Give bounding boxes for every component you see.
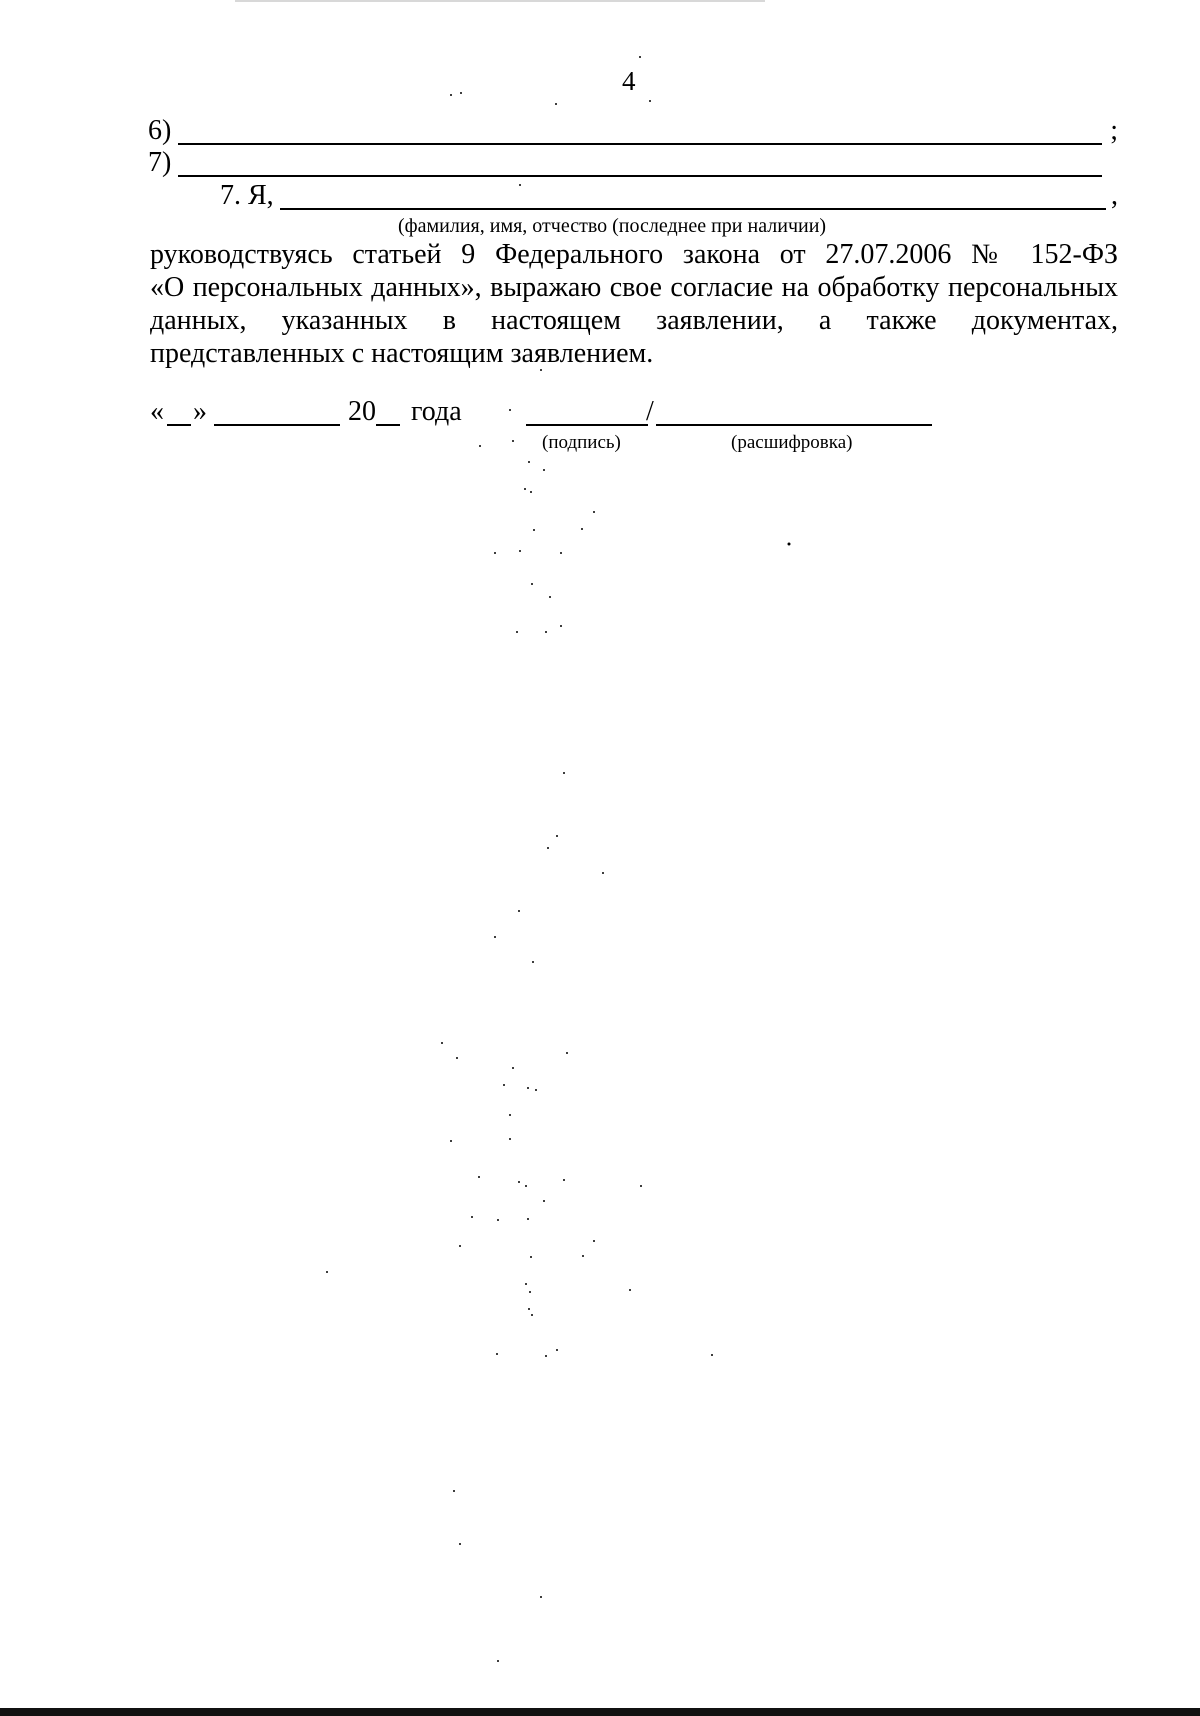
consent-name-row — [220, 181, 1118, 211]
paragraph-line: данных, указанных в настоящем заявлении, а также документах, — [150, 305, 1118, 336]
decoding-caption: (расшифровка) — [731, 432, 853, 453]
paragraph-line: представленных с настоящим заявлением. — [150, 338, 654, 369]
signature-caption: (подпись) — [542, 432, 621, 453]
open-quote: « — [150, 396, 164, 427]
consent-end-punctuation: , — [1111, 180, 1118, 211]
close-quote: » — [193, 396, 207, 427]
year-prefix: 20 — [348, 396, 376, 427]
consent-label: 7. Я, — [220, 180, 274, 211]
item-number: 7) — [148, 147, 172, 178]
signature-fill-line[interactable] — [526, 424, 648, 426]
consent-paragraph — [150, 238, 1118, 370]
paragraph-line: руководствуясь статьей 9 Федерального закона от 27.07.2006 № 152-ФЗ — [150, 239, 1118, 270]
scan-top-edge — [235, 0, 765, 2]
full-name-fill-line[interactable] — [280, 208, 1106, 210]
day-fill-line[interactable] — [167, 424, 191, 426]
scan-bottom-edge — [0, 1708, 1200, 1716]
signature-slash: / — [646, 396, 654, 427]
list-item-7 — [148, 148, 1118, 178]
date-signature-row — [150, 397, 940, 427]
paragraph-line: «О персональных данных», выражаю свое согласие на обработку персональных — [150, 272, 1118, 303]
blank-fill-line[interactable] — [178, 175, 1102, 177]
decoding-fill-line[interactable] — [656, 424, 932, 426]
list-item-6 — [148, 116, 1118, 146]
item-end-punctuation: ; — [1110, 115, 1118, 146]
year-word: года — [411, 396, 462, 427]
item-number: 6) — [148, 115, 172, 146]
fio-caption: (фамилия, имя, отчество (последнее при наличии) — [398, 215, 827, 237]
month-fill-line[interactable] — [214, 424, 340, 426]
blank-fill-line[interactable] — [178, 143, 1102, 145]
page-number: 4 — [622, 66, 636, 96]
year-fill-line[interactable] — [376, 424, 400, 426]
